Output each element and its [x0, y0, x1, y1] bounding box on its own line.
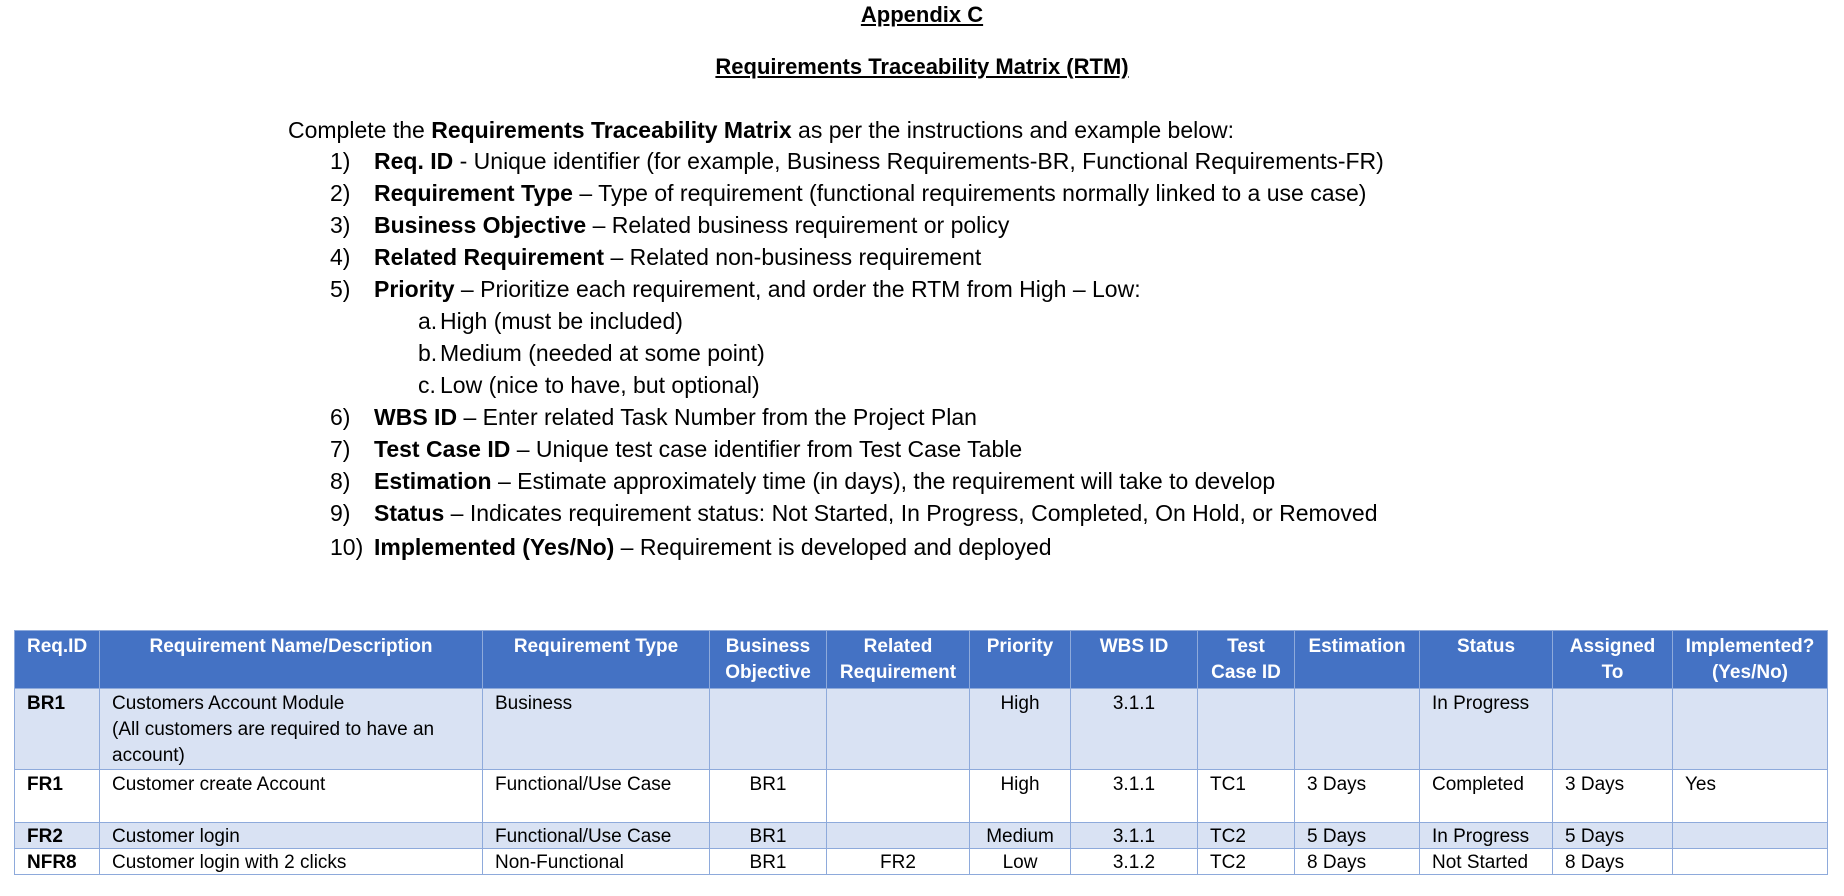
- sub-item-letter: c.: [418, 372, 436, 398]
- cell-test-case-id: TC1: [1198, 770, 1295, 823]
- cell-related: [827, 823, 970, 849]
- column-header-req-id: Req.ID: [15, 631, 100, 689]
- appendix-title: Appendix C: [860, 2, 984, 27]
- cell-type: Business: [483, 689, 710, 770]
- sub-item-letter: a.: [418, 308, 438, 334]
- cell-req-id: FR2: [15, 823, 100, 849]
- cell-assigned-to: 5 Days: [1553, 823, 1673, 849]
- instruction-text: – Related non-business requirement: [604, 244, 982, 270]
- sub-item-letter: b.: [418, 340, 438, 366]
- cell-estimation: 5 Days: [1295, 823, 1420, 849]
- instruction-number: 7): [330, 436, 351, 462]
- cell-wbs-id: 3.1.1: [1071, 823, 1198, 849]
- instruction-term: Status: [374, 500, 445, 526]
- cell-type: Functional/Use Case: [483, 823, 710, 849]
- cell-req-id: NFR8: [15, 849, 100, 875]
- cell-objective: BR1: [710, 849, 827, 875]
- column-header-related: Related Requirement: [827, 631, 970, 689]
- cell-assigned-to: 8 Days: [1553, 849, 1673, 875]
- column-header-type: Requirement Type: [483, 631, 710, 689]
- instruction-text: – Related business requirement or policy: [586, 212, 1010, 238]
- instruction-term: Implemented (Yes/No): [374, 534, 615, 560]
- table-header-row: [15, 631, 1828, 689]
- instruction-text: – Estimate approximately time (in days), the requirement will take to develop: [491, 468, 1276, 494]
- instruction-text: – Prioritize each requirement, and order the RTM from High – Low:: [454, 276, 1141, 302]
- instruction-number: 5): [330, 276, 351, 302]
- table-header: [15, 631, 1828, 689]
- cell-name-title: Customers Account Module: [112, 693, 345, 714]
- cell-priority: Medium: [970, 823, 1071, 849]
- cell-estimation: [1295, 689, 1420, 770]
- cell-wbs-id: 3.1.2: [1071, 849, 1198, 875]
- cell-status: Not Started: [1420, 849, 1553, 875]
- instruction-item-test-case-id: [330, 436, 1384, 468]
- cell-name: Customer login: [100, 823, 483, 849]
- instruction-text: – Type of requirement (functional requirements normally linked to a use case): [572, 180, 1367, 206]
- cell-priority: Low: [970, 849, 1071, 875]
- cell-name: Customer create Account: [100, 770, 483, 823]
- column-header-objective: Business Objective: [710, 631, 827, 689]
- sub-item-text: High (must be included): [440, 308, 683, 334]
- sub-item-text: Medium (needed at some point): [440, 340, 765, 366]
- column-header-estimation: Estimation: [1295, 631, 1420, 689]
- cell-name: [100, 689, 483, 770]
- table-row: [15, 689, 1828, 770]
- priority-sub-item-medium: [418, 340, 1384, 372]
- instruction-number: 2): [330, 180, 351, 206]
- cell-status: In Progress: [1420, 689, 1553, 770]
- cell-status: In Progress: [1420, 823, 1553, 849]
- column-header-assigned-to: Assigned To: [1553, 631, 1673, 689]
- cell-req-id: FR1: [15, 770, 100, 823]
- instruction-term: Business Objective: [374, 212, 587, 238]
- cell-status: Completed: [1420, 770, 1553, 823]
- instruction-number: 1): [330, 148, 351, 174]
- cell-estimation: 3 Days: [1295, 770, 1420, 823]
- cell-req-id: BR1: [15, 689, 100, 770]
- sub-item-text: Low (nice to have, but optional): [440, 372, 760, 398]
- priority-sub-list: [374, 308, 1384, 404]
- intro-paragraph: [288, 117, 1234, 143]
- cell-test-case-id: TC2: [1198, 849, 1295, 875]
- instruction-term: Test Case ID: [374, 436, 511, 462]
- page-title: Requirements Traceability Matrix (RTM): [715, 54, 1129, 79]
- cell-name-description: (All customers are required to have an account): [112, 719, 435, 766]
- instruction-number: 10): [330, 534, 364, 560]
- cell-type: Non-Functional: [483, 849, 710, 875]
- cell-test-case-id: [1198, 689, 1295, 770]
- instruction-item-estimation: [330, 468, 1384, 500]
- column-header-wbs-id: WBS ID: [1071, 631, 1198, 689]
- cell-type: Functional/Use Case: [483, 770, 710, 823]
- cell-objective: [710, 689, 827, 770]
- cell-objective: BR1: [710, 770, 827, 823]
- instruction-item-related-requirement: [330, 244, 1384, 276]
- cell-implemented: [1673, 689, 1828, 770]
- cell-related: [827, 689, 970, 770]
- instruction-item-business-objective: [330, 212, 1384, 244]
- column-header-priority: Priority: [970, 631, 1071, 689]
- instruction-item-requirement-type: [330, 180, 1384, 212]
- cell-assigned-to: 3 Days: [1553, 770, 1673, 823]
- table-row: [15, 823, 1828, 849]
- cell-related: FR2: [827, 849, 970, 875]
- instruction-term: Priority: [374, 276, 455, 302]
- instruction-list: [330, 148, 1384, 566]
- instruction-item-wbs-id: [330, 404, 1384, 436]
- cell-wbs-id: 3.1.1: [1071, 770, 1198, 823]
- instruction-number: 6): [330, 404, 351, 430]
- cell-wbs-id: 3.1.1: [1071, 689, 1198, 770]
- table-row: [15, 849, 1828, 875]
- cell-priority: High: [970, 770, 1071, 823]
- instruction-text: – Indicates requirement status: Not Started, In Progress, Completed, On Hold, or Removed: [444, 500, 1378, 526]
- intro-text-before: Complete the: [288, 117, 432, 143]
- table-row: [15, 770, 1828, 823]
- cell-implemented: [1673, 849, 1828, 875]
- instruction-term: WBS ID: [374, 404, 458, 430]
- intro-text-bold: Requirements Traceability Matrix: [431, 117, 792, 143]
- instruction-term: Related Requirement: [374, 244, 605, 270]
- instruction-item-priority: [330, 276, 1384, 404]
- rtm-table: [14, 630, 1828, 875]
- instruction-text: – Unique test case identifier from Test Case Table: [510, 436, 1023, 462]
- table-body: [15, 689, 1828, 875]
- cell-test-case-id: TC2: [1198, 823, 1295, 849]
- column-header-status: Status: [1420, 631, 1553, 689]
- instruction-term: Req. ID: [374, 148, 454, 174]
- instruction-term: Estimation: [374, 468, 492, 494]
- instruction-item-req-id: [330, 148, 1384, 180]
- intro-text-after: as per the instructions and example below:: [791, 117, 1235, 143]
- column-header-test-case-id: Test Case ID: [1198, 631, 1295, 689]
- instruction-term: Requirement Type: [374, 180, 573, 206]
- priority-sub-item-high: [418, 308, 1384, 340]
- instruction-text: - Unique identifier (for example, Business Requirements-BR, Functional Requirements-FR): [453, 148, 1384, 174]
- instruction-item-status: [330, 500, 1384, 532]
- cell-implemented: Yes: [1673, 770, 1828, 823]
- instruction-number: 3): [330, 212, 351, 238]
- instruction-text: – Enter related Task Number from the Project Plan: [457, 404, 977, 430]
- cell-implemented: [1673, 823, 1828, 849]
- instruction-number: 4): [330, 244, 351, 270]
- cell-assigned-to: [1553, 689, 1673, 770]
- cell-related: [827, 770, 970, 823]
- column-header-name: Requirement Name/Description: [100, 631, 483, 689]
- instruction-number: 8): [330, 468, 351, 494]
- cell-priority: High: [970, 689, 1071, 770]
- cell-estimation: 8 Days: [1295, 849, 1420, 875]
- cell-objective: BR1: [710, 823, 827, 849]
- instruction-number: 9): [330, 500, 351, 526]
- column-header-implemented: Implemented? (Yes/No): [1673, 631, 1828, 689]
- instruction-item-implemented: [330, 534, 1384, 566]
- instruction-text: – Requirement is developed and deployed: [614, 534, 1052, 560]
- priority-sub-item-low: [418, 372, 1384, 404]
- cell-name: Customer login with 2 clicks: [100, 849, 483, 875]
